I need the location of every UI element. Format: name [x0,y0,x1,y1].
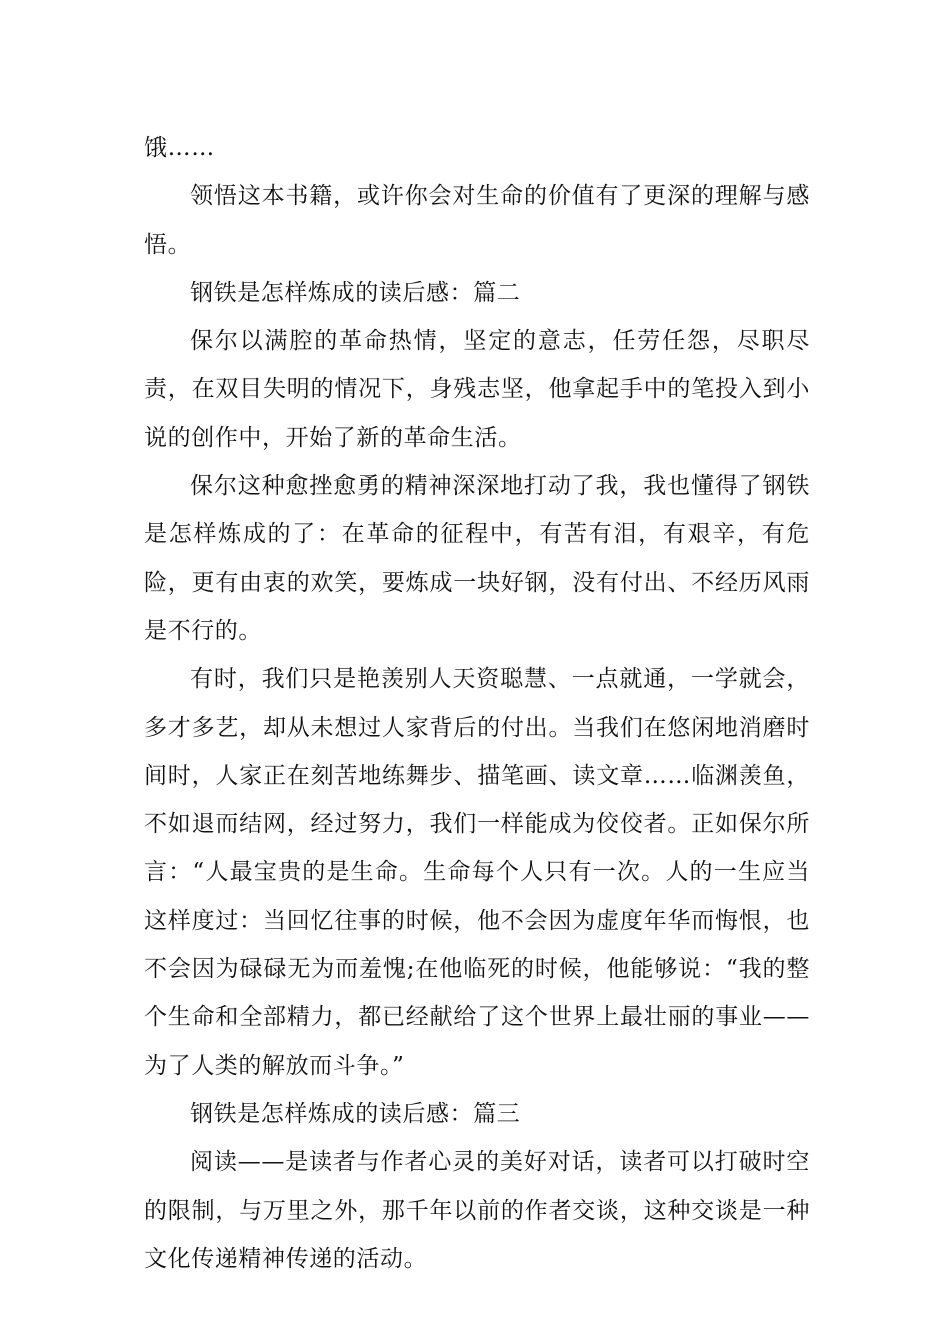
paragraph: 保尔以满腔的革命热情，坚定的意志，任劳任怨，尽职尽责，在双目失明的情况下，身残志坚，他拿起手中的笔投入到小说的创作中，开始了新的革命生活。 [144,328,810,451]
section-heading-part-two: 钢铁是怎样炼成的读后感：篇二 [190,279,521,306]
paragraph-continuation: 饿…… [144,135,215,161]
section-heading-part-three: 钢铁是怎样炼成的读后感：篇三 [190,1100,521,1127]
paragraph: 保尔这种愈挫愈勇的精神深深地打动了我，我也懂得了钢铁是怎样炼成的了：在革命的征程中，有苦有泪，有艰辛，有危险，更有由衷的欢笑，要炼成一块好钢，没有付出、不经历风雨是不行的。 [144,473,810,644]
document-body [144,124,810,1283]
paragraph-reflection: 领悟这本书籍，或许你会对生命的价值有了更深的理解与感悟。 [144,183,810,258]
paragraph: 有时，我们只是艳羡别人天资聪慧、一点就通，一学就会，多才多艺，却从未想过人家背后的付出。当我们在悠闲地消磨时间时，人家正在刻苦地练舞步、描笔画、读文章……临渊羡鱼，不如退而结网，经过努力，我们一样能成为佼佼者。正如保尔所言：“人最宝贵的是生命。生命每个人只有一次。人的一生应当这样度过：当回忆往事的时候，他不会因为虚度年华而悔恨，也不会因为碌碌无为而羞愧;在他临死的时候，他能够说：“我的整个生命和全部精力，都已经献给了这个世界上最壮丽的事业——为了人类的解放而斗争。” [144,666,810,1079]
paragraph: 阅读——是读者与作者心灵的美好对话，读者可以打破时空的限制，与万里之外，那千年以前的作者交谈，这种交谈是一种文化传递精神传递的活动。 [144,1149,810,1272]
